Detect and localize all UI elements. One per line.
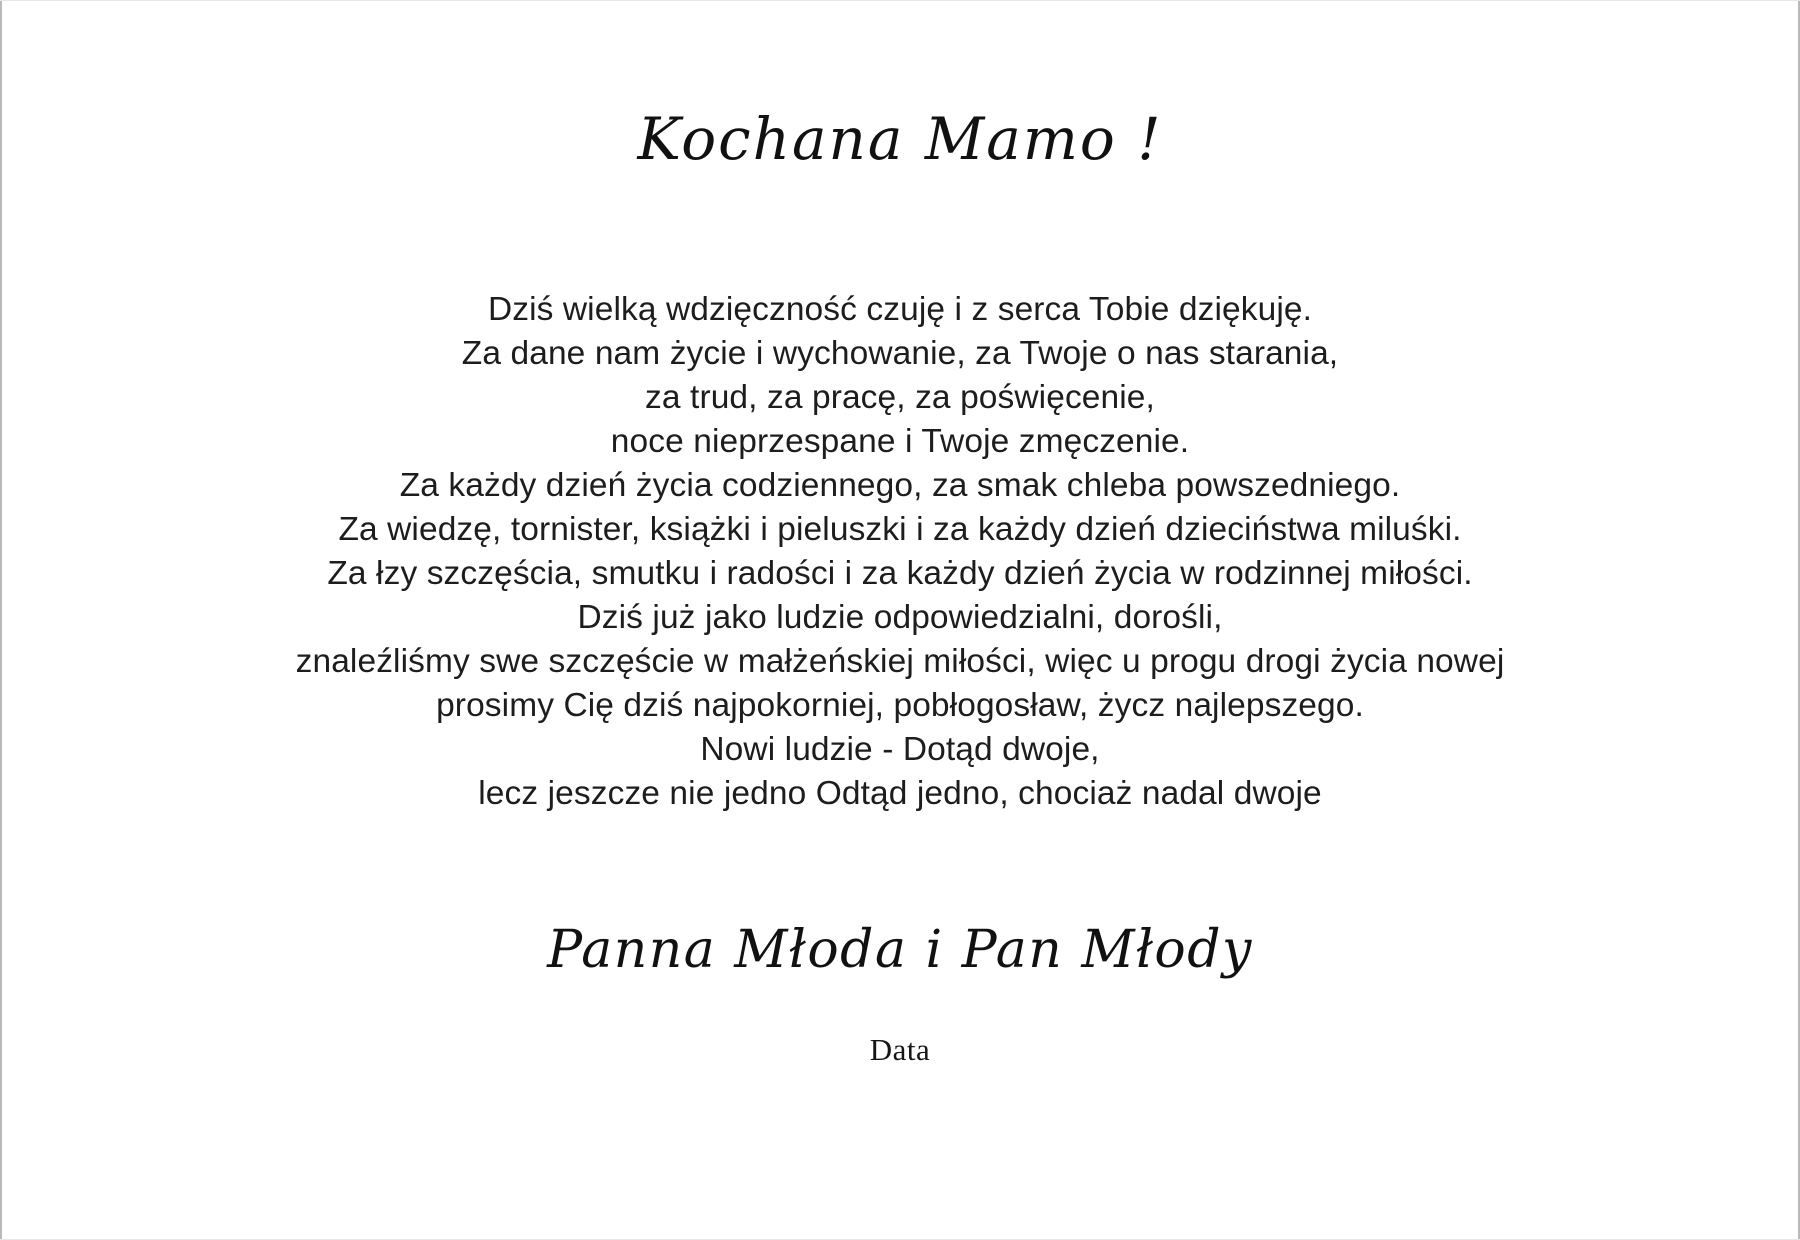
- poem-line: prosimy Cię dziś najpokorniej, pobłogosław, życz najlepszego.: [436, 686, 1364, 724]
- card-border-left: [0, 0, 2, 1240]
- poem-line: Za łzy szczęścia, smutku i radości i za każdy dzień życia w rodzinnej miłości.: [327, 554, 1473, 592]
- signature-text: Panna Młoda i Pan Młody: [547, 919, 1253, 980]
- card-border-top: [0, 0, 1800, 1]
- poem-line: Za wiedzę, tornister, książki i pieluszki i za każdy dzień dzieciństwa miluśki.: [338, 510, 1462, 548]
- poem-line: Za dane nam życie i wychowanie, za Twoje o nas starania,: [461, 334, 1339, 372]
- poem-line: znaleźliśmy swe szczęście w małżeńskiej miłości, więc u progu drogi życia nowej: [295, 642, 1505, 680]
- poem-line: noce nieprzespane i Twoje zmęczenie.: [610, 422, 1190, 460]
- poem-body: [120, 288, 1680, 816]
- poem-line: Dziś wielką wdzięczność czuję i z serca Tobie dziękuję.: [487, 290, 1313, 328]
- greeting-heading: Kochana Mamo !: [637, 105, 1163, 173]
- poem-line: za trud, za pracę, za poświęcenie,: [645, 378, 1155, 416]
- date-label: Data: [869, 1031, 931, 1067]
- poem-line: Nowi ludzie - Dotąd dwoje,: [700, 730, 1100, 768]
- poem-line: Za każdy dzień życia codziennego, za smak chleba powszedniego.: [399, 466, 1401, 504]
- poem-line: Dziś już jako ludzie odpowiedzialni, dorośli,: [577, 598, 1223, 636]
- poem-line: lecz jeszcze nie jedno Odtąd jedno, chociaż nadal dwoje: [478, 774, 1322, 812]
